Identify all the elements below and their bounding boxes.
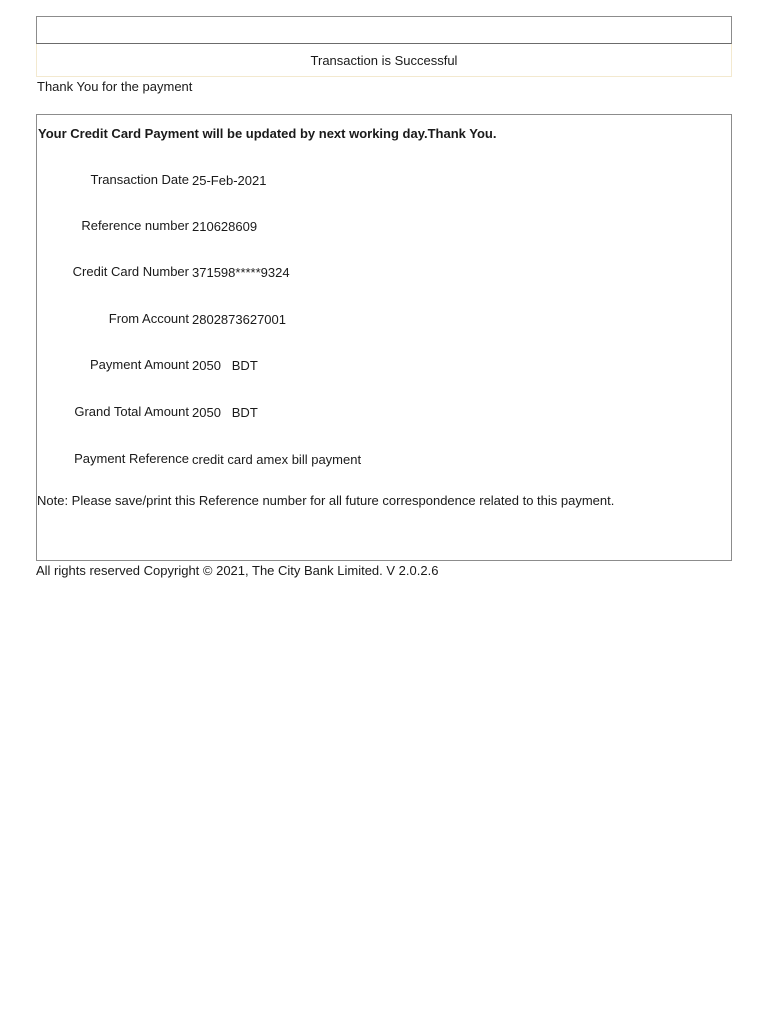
detail-label: Credit Card Number — [72, 264, 189, 279]
status-banner — [36, 44, 732, 77]
thank-you-message: Thank You for the payment — [37, 79, 193, 94]
detail-row-reference-number — [37, 218, 727, 236]
detail-row-payment-reference — [37, 451, 727, 469]
detail-label: Payment Reference — [74, 451, 189, 466]
save-reference-note: Note: Please save/print this Reference number for all future correspondence related to this payment. — [37, 493, 615, 508]
transaction-details-panel — [36, 114, 732, 561]
header-bar — [36, 16, 732, 44]
detail-label: Payment Amount — [90, 357, 189, 372]
detail-row-payment-amount — [37, 357, 727, 375]
detail-value: 2050 BDT — [192, 405, 258, 420]
detail-value: 210628609 — [192, 219, 258, 234]
detail-label: Transaction Date — [90, 172, 189, 187]
detail-label: Reference number — [81, 218, 189, 233]
detail-row-credit-card-number — [37, 264, 727, 282]
detail-label: From Account — [108, 311, 189, 326]
footer-copyright: All rights reserved Copyright © 2021, The City Bank Limited. V 2.0.2.6 — [36, 563, 439, 578]
detail-value: 25-Feb-2021 — [192, 173, 267, 188]
detail-value: 371598*****9324 — [192, 265, 290, 280]
detail-row-grand-total-amount — [37, 404, 727, 422]
detail-row-from-account — [37, 311, 727, 329]
detail-row-transaction-date — [37, 172, 727, 190]
detail-label: Grand Total Amount — [74, 404, 189, 419]
update-notice: Your Credit Card Payment will be updated by next working day.Thank You. — [38, 126, 497, 141]
detail-value: 2802873627001 — [192, 312, 286, 327]
status-message: Transaction is Successful — [310, 52, 458, 68]
detail-value: credit card amex bill payment — [192, 452, 362, 467]
detail-value: 2050 BDT — [192, 358, 258, 373]
